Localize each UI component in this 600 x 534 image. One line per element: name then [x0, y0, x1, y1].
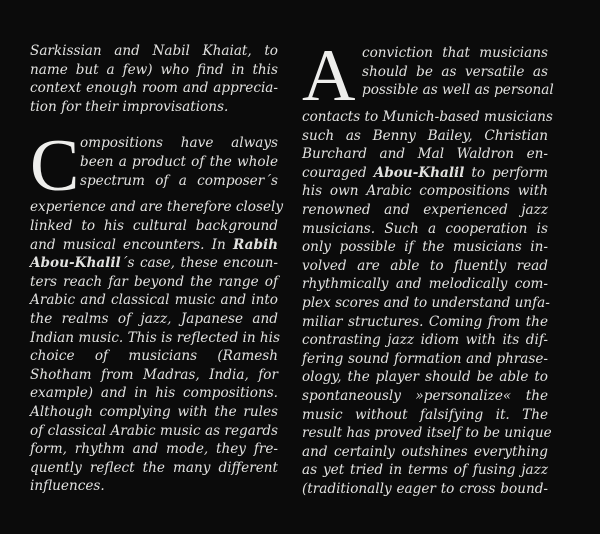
text-line: possible as well as personal	[362, 82, 554, 99]
text-line: volved are able to fluently read	[302, 257, 548, 274]
text-line: (traditionally eager to cross bound-	[302, 480, 548, 497]
text-line: linked to his cultural background	[30, 217, 278, 234]
text-line: tion for their improvisations.	[30, 98, 229, 115]
text-line: contrasting jazz idiom with its dif-	[302, 332, 548, 349]
text-line: such as Benny Bailey, Christian	[302, 127, 548, 144]
text-line: should be as versatile as	[362, 63, 548, 80]
text-line: and certainly outshines everything	[302, 443, 548, 460]
text-line: context enough room and apprecia-	[30, 80, 278, 97]
left-column	[30, 42, 284, 496]
text-line: experience and are therefore closely	[30, 199, 284, 216]
text-line: of classical Arabic music as regards	[30, 422, 278, 439]
drop-cap: A	[302, 35, 356, 117]
text-line: ompositions have always	[80, 135, 278, 152]
paragraph-compositions	[30, 125, 284, 496]
text-line: the realms of jazz, Japanese and	[30, 310, 278, 327]
text-line: influences.	[30, 478, 105, 495]
text-line: plex scores and to understand unfa-	[302, 294, 550, 311]
text-line: name but a few) who find in this	[30, 61, 278, 78]
text-line: Indian music. This is reflected in his	[30, 329, 280, 346]
text-line: his own Arabic compositions with	[302, 183, 548, 200]
text-line: only possible if the musicians in-	[302, 239, 548, 256]
text-line: result has proved itself to be unique	[302, 425, 552, 442]
artist-name: Rabih	[233, 236, 279, 253]
text-line: example) and in his compositions.	[30, 385, 278, 402]
text-line: conviction that musicians	[362, 45, 548, 61]
text-line: musicians. Such a cooperation is	[302, 220, 548, 237]
artist-name: Abou-Khalil	[30, 255, 121, 272]
text-line: fering sound formation and phrase-	[302, 350, 548, 367]
drop-cap: C	[30, 125, 80, 208]
artist-name: Abou-Khalil	[373, 164, 465, 181]
text-line: spectrum of a composer´s	[80, 172, 278, 189]
text-line: spontaneously »personalize« the	[302, 387, 548, 404]
text-line: rhythmically and melodically com-	[302, 276, 548, 293]
text-line: Shotham from Madras, India, for	[30, 366, 278, 383]
text-line: couraged Abou-Khalil to perform	[302, 164, 548, 181]
text-line: Sarkissian and Nabil Khaiat, to	[30, 43, 278, 59]
text-line: music without falsifying it. The	[302, 406, 548, 423]
text-line: renowned and experienced jazz	[302, 201, 548, 218]
text-line: Burchard and Mal Waldron en-	[302, 146, 548, 163]
text-line: ology, the player should be able to	[302, 369, 548, 386]
text-line: as yet tried in terms of fusing jazz	[302, 462, 548, 479]
text-line: Arabic and classical music and into	[30, 292, 278, 309]
text-line: been a product of the whole	[80, 153, 278, 170]
text-line: ters reach far beyond the range of	[30, 273, 278, 290]
text-line: miliar structures. Coming from the	[302, 313, 548, 330]
text-line: Abou-Khalil´s case, these encoun-	[30, 255, 278, 272]
text-line: Although complying with the rules	[30, 403, 278, 420]
text-line: form, rhythm and mode, they fre-	[30, 441, 278, 458]
text-line: and musical encounters. In Rabih	[30, 236, 279, 253]
text-line: quently reflect the many different	[30, 459, 278, 476]
text-line: choice of musicians (Ramesh	[30, 348, 278, 365]
text-line: contacts to Munich-based musicians	[302, 109, 553, 125]
right-column	[302, 35, 554, 498]
